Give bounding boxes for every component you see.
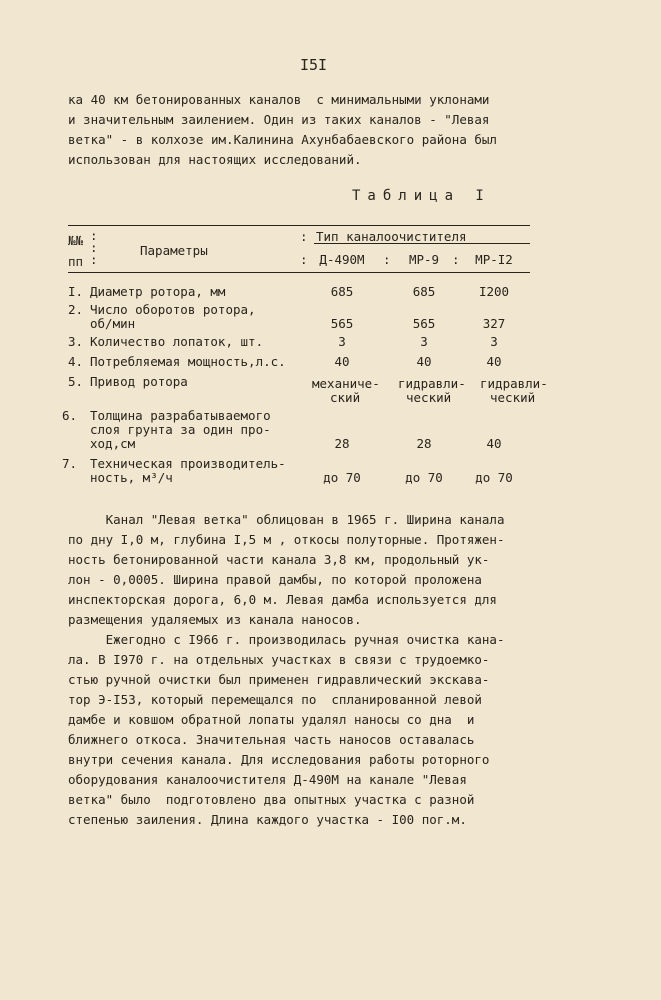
row-param: ход,см [90,436,136,451]
row-param: Потребляемая мощность,л.с. [90,354,286,369]
col-group-header: Тип каналоочистителя [316,229,467,244]
row-param: об/мин [90,316,136,331]
row-value-mr12: I200 [478,284,510,299]
row-value-d490m: до 70 [323,470,361,485]
col-separator: : [300,229,308,244]
row-number: 4. [68,354,84,369]
col-type-header: Д-490М [319,252,365,267]
text-line: стью ручной очистки был применен гидравлический экскава- [68,672,490,687]
intro-paragraph [68,90,548,170]
row-value-d490m: 565 [330,316,354,331]
row-value-mr9: 565 [412,316,436,331]
row-value-mr9: 28 [416,436,432,451]
row-number: 2. [68,302,84,317]
header-bottom-rule [68,272,530,273]
row-value-d490m: 28 [334,436,350,451]
row-value-mr12: ческий [490,390,536,405]
row-param: Число оборотов ротора, [90,302,256,317]
row-value-mr12: 3 [490,334,498,349]
text-line: и значительным заилением. Один из таких каналов - "Левая [68,112,490,127]
row-param: Техническая производитель- [90,456,286,471]
text-line: использован для настоящих исследований. [68,152,362,167]
row-value-d490m: 40 [334,354,350,369]
row-value-mr9: ческий [406,390,452,405]
body-paragraph-1 [68,510,548,630]
body-paragraph-2 [68,630,548,830]
row-param: слоя грунта за один про- [90,422,271,437]
text-line: Канал "Левая ветка" облицован в 1965 г. Ширина канала [68,512,505,527]
col-separator: : [452,252,460,267]
header-separator: : : : [90,228,98,267]
col-no-header-1: №№ [68,233,84,248]
row-param: Количество лопаток, шт. [90,334,264,349]
row-number: 5. [68,374,84,389]
col-param-header: Параметры [140,243,208,258]
row-value-d490m: 3 [338,334,346,349]
text-line: размещения удаляемых из канала наносов. [68,612,362,627]
text-line: внутри сечения канала. Для исследования работы роторного [68,752,490,767]
row-value-mr9: 3 [420,334,428,349]
col-separator: : [383,252,391,267]
text-line: ветка" было подготовлено два опытных участка с разной [68,792,475,807]
row-value-mr12: до 70 [475,470,513,485]
table-caption: Таблица I [352,188,491,204]
row-param: Толщина разрабатываемого [90,408,271,423]
col-type-header: МР-9 [408,252,440,267]
row-value-mr12: гидравли- [480,376,548,391]
row-number: I. [68,284,84,299]
col-type-header: МР-I2 [475,252,513,267]
text-line: ветка" - в колхозе им.Калинина Ахунбабаевского района был [68,132,497,147]
text-line: инспекторская дорога, 6,0 м. Левая дамба используется для [68,592,497,607]
row-number: 7. [62,456,78,471]
text-line: Ежегодно с I966 г. производилась ручная очистка кана- [68,632,505,647]
text-line: ка 40 км бетонированных каналов с минимальными уклонами [68,92,490,107]
col-no-header-2: пп [68,254,84,269]
text-line: дамбе и ковшом обратной лопаты удалял наносы со дна и [68,712,475,727]
row-value-mr9: до 70 [405,470,443,485]
row-value-mr12: 327 [482,316,506,331]
text-line: тор Э-I53, который перемещался по спланированной левой [68,692,482,707]
table-top-rule [68,225,530,226]
page-number: I5I [300,56,328,74]
text-line: по дну I,0 м, глубина I,5 м , откосы полуторные. Протяжен- [68,532,505,547]
row-value-d490m: механиче- [312,376,380,391]
row-param: ность, м³/ч [90,470,173,485]
row-value-mr9: 40 [416,354,432,369]
row-number: 6. [62,408,78,423]
row-value-mr9: 685 [412,284,436,299]
row-value-mr12: 40 [486,436,502,451]
row-value-mr9: гидравли- [398,376,466,391]
row-number: 3. [68,334,84,349]
row-value-mr12: 40 [486,354,502,369]
row-value-d490m: ский [330,390,361,405]
col-separator: : [300,252,308,267]
text-line: лон - 0,0005. Ширина правой дамбы, по которой проложена [68,572,482,587]
text-line: ближнего откоса. Значительная часть наносов оставалась [68,732,475,747]
row-param: Диаметр ротора, мм [90,284,226,299]
row-param: Привод ротора [90,374,188,389]
text-line: оборудования каналоочистителя Д-490М на канале "Левая [68,772,467,787]
row-value-d490m: 685 [330,284,354,299]
text-line: ность бетонированной части канала 3,8 км, продольный ук- [68,552,490,567]
text-line: степенью заиления. Длина каждого участка - I00 пог.м. [68,812,467,827]
text-line: ла. В I970 г. на отдельных участках в связи с трудоемко- [68,652,490,667]
